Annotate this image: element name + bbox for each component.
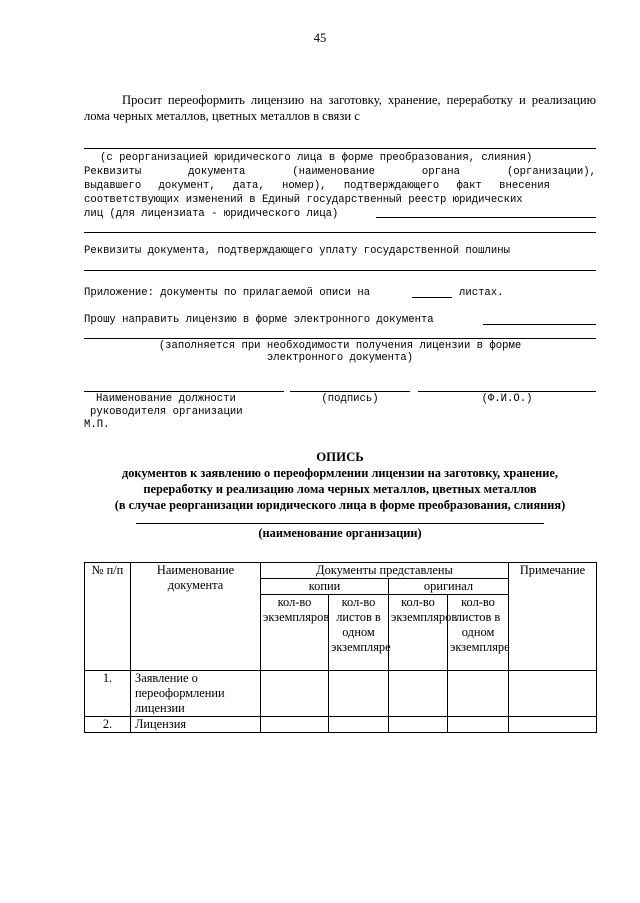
position-label-1: Наименование должности [96,393,236,405]
word: факт [456,180,482,192]
word: документа [188,166,246,178]
documents-table [84,562,597,733]
word: Реквизиты [84,166,142,178]
cell[interactable] [329,717,389,733]
cell[interactable] [448,671,509,717]
cell[interactable] [509,671,597,717]
cell[interactable] [261,671,329,717]
requisites-line-1 [84,165,596,179]
cell[interactable] [261,717,329,733]
position-label-2: руководителя организации [90,406,243,418]
table-row [85,671,597,717]
reason-field-line[interactable] [84,148,596,149]
header-name: Наименование документа [131,563,261,671]
requisites-line-4: лиц (для лицензиата - юридического лица) [84,208,339,220]
word: (организации), [506,166,596,178]
table-row [85,717,597,733]
header-original-sheets: кол-во листов в одном экземпляре [448,595,509,671]
intro-line-2: лома черных металлов, цветных металлов в связи с [84,109,360,123]
requisites-field-line-2[interactable] [84,232,596,233]
header-num: № п/п [85,563,131,671]
header-original: оригинал [389,579,509,595]
attachment-suffix: листах. [459,287,504,299]
word: подтверждающего [343,180,440,192]
header-original-count: кол-во экземпляров [389,595,448,671]
signature-label: (подпись) [321,393,379,405]
cell[interactable] [389,717,448,733]
org-field-line[interactable] [136,523,544,524]
word: номер), [282,180,327,192]
opis-subtitle-1: документов к заявлению о переоформлении лицензии на заготовку, хранение, [121,466,559,480]
opis-subtitle-2: переработку и реализацию лома черных металлов, цветных металлов [143,482,537,496]
page-number: 45 [313,31,327,45]
electronic-hint-2: электронного документа) [266,352,414,364]
row-name: Заявление о переоформлении лицензии [131,671,261,717]
org-label: (наименование организации) [258,526,422,540]
cell[interactable] [389,671,448,717]
cell[interactable] [329,671,389,717]
row-num: 2. [85,717,131,733]
word: документ, [158,180,216,192]
opis-subtitle-3: (в случае реорганизации юридического лица в форме преобразования, слияния) [114,498,566,512]
row-num: 1. [85,671,131,717]
word: дата, [232,180,265,192]
opis-title: ОПИСЬ [316,450,364,464]
name-label: (Ф.И.О.) [481,393,533,405]
duty-field-line[interactable] [84,270,596,271]
duty-label: Реквизиты документа, подтверждающего уплату государственной пошлины [84,245,510,257]
cell[interactable] [509,717,597,733]
requisites-line-2 [84,179,550,193]
word: (наименование [292,166,375,178]
row-name: Лицензия [131,717,261,733]
header-copies-count: кол-во экземпляров [261,595,329,671]
attachment-sheets-field[interactable] [412,297,452,298]
word: внесения [499,180,550,192]
cell[interactable] [448,717,509,733]
intro-line-1: Просит переоформить лицензию на заготовку, хранение, переработку и реализацию [122,93,596,107]
header-copies: копии [261,579,389,595]
header-note: Примечание [509,563,597,671]
header-docs: Документы представлены [261,563,509,579]
word: органа [421,166,461,178]
requisites-field-line[interactable] [376,217,596,218]
stamp-label: М.П. [84,419,110,431]
electronic-field-line[interactable] [483,324,596,325]
requisites-line-3: соответствующих изменений в Единый государственный реестр юридических [84,194,523,206]
reorg-hint: (с реорганизацией юридического лица в форме преобразования, слияния) [100,152,533,164]
attachment-prefix: Приложение: документы по прилагаемой описи на [84,287,371,299]
electronic-hint-1: (заполняется при необходимости получения лицензии в форме [158,340,522,352]
electronic-request: Прошу направить лицензию в форме электронного документа [84,314,434,326]
word: выдавшего [84,180,142,192]
header-copies-sheets: кол-во листов в одном экземпляре [329,595,389,671]
table-header-row-1 [85,563,597,579]
